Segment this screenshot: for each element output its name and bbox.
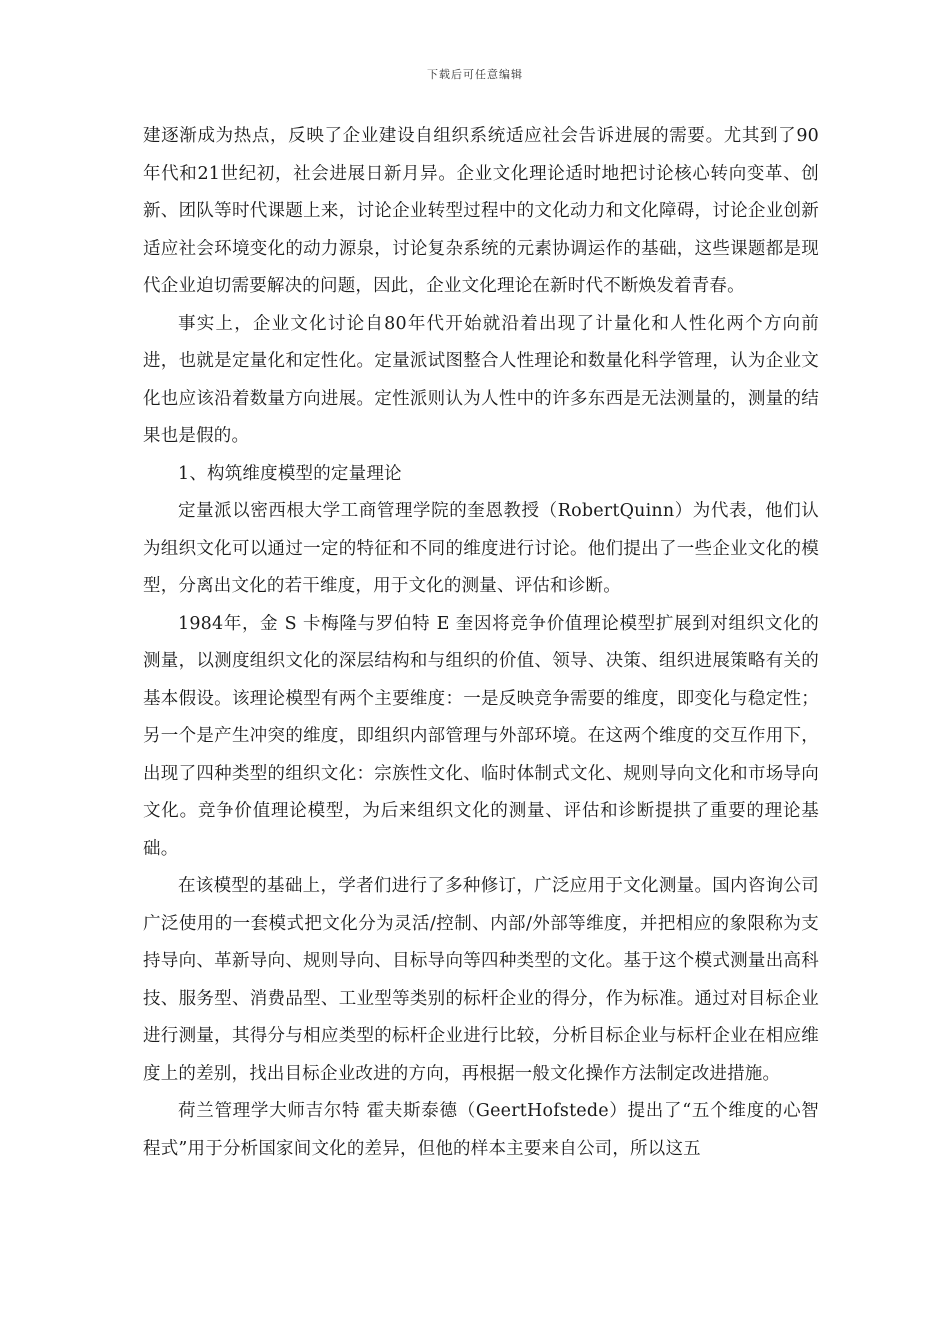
section-heading: 1、构筑维度模型的定量理论 <box>178 463 402 484</box>
page-header: 下载后可任意编辑 <box>427 68 523 81</box>
paragraph-1: 建逐渐成为热点，反映了企业建设自组织系统适应社会告诉进展的需要。尤其到了90年代和21世纪初，社会进展日新月异。企业文化理论适时地把讨论核心转向变革、创新、团队等时代课题上来，讨论企业转型过程中的文化动力和文化障碍，讨论企业创新适应社会环境变化的动力源泉，讨论复杂系统的元素协调运作的基础，这些课题都是现代企业迫切需要解决的问题，因此，企业文化理论在新时代不断焕发着青春。 <box>143 126 819 296</box>
paragraph-2: 事实上，企业文化讨论自80年代开始就沿着出现了计量化和人性化两个方向前进，也就是定量化和定性化。定量派试图整合人性理论和数量化科学管理，认为企业文化也应该沿着数量方向进展。定性派则认为人性中的许多东西是无法测量的，测量的结果也是假的。 <box>143 313 819 446</box>
paragraph-4: 1984年，金 S 卡梅隆与罗伯特 E 奎因将竞争价值理论模型扩展到对组织文化的测量，以测度组织文化的深层结构和与组织的价值、领导、决策、组织进展策略有关的基本假设。该理论模型有两个主要维度：一是反映竞争需要的维度，即变化与稳定性；另一个是产生冲突的维度，即组织内部管理与外部环境。在这两个维度的交互作用下，出现了四种类型的组织文化：宗族性文化、临时体制式文化、规则导向文化和市场导向文化。竞争价值理论模型，为后来组织文化的测量、评估和诊断提拱了重要的理论基础。 <box>143 613 819 859</box>
paragraph-5: 在该模型的基础上，学者们进行了多种修订，广泛应用于文化测量。国内咨询公司广泛使用的一套模式把文化分为灵活/控制、内部/外部等维度，并把相应的象限称为支持导向、革新导向、规则导向、目标导向等四种类型的文化。基于这个模式测量出高科技、服务型、消费品型、工业型等类别的标杆企业的得分，作为标准。通过对目标企业进行测量，其得分与相应类型的标杆企业进行比较，分析目标企业与标杆企业在相应维度上的差别，找出目标企业改进的方向，再根据一般文化操作方法制定改进措施。 <box>143 876 819 1084</box>
document-body <box>143 118 819 1168</box>
paragraph-6: 荷兰管理学大师吉尔特 霍夫斯泰德（GeertHofstede）提出了“五个维度的心智程式”用于分析国家间文化的差异，但他的样本主要来自公司，所以这五 <box>143 1101 819 1159</box>
paragraph-3: 定量派以密西根大学工商管理学院的奎恩教授（RobertQuinn）为代表，他们认为组织文化可以通过一定的特征和不同的维度进行讨论。他们提出了一些企业文化的模型，分离出文化的若干维度，用于文化的测量、评估和诊断。 <box>143 501 819 596</box>
